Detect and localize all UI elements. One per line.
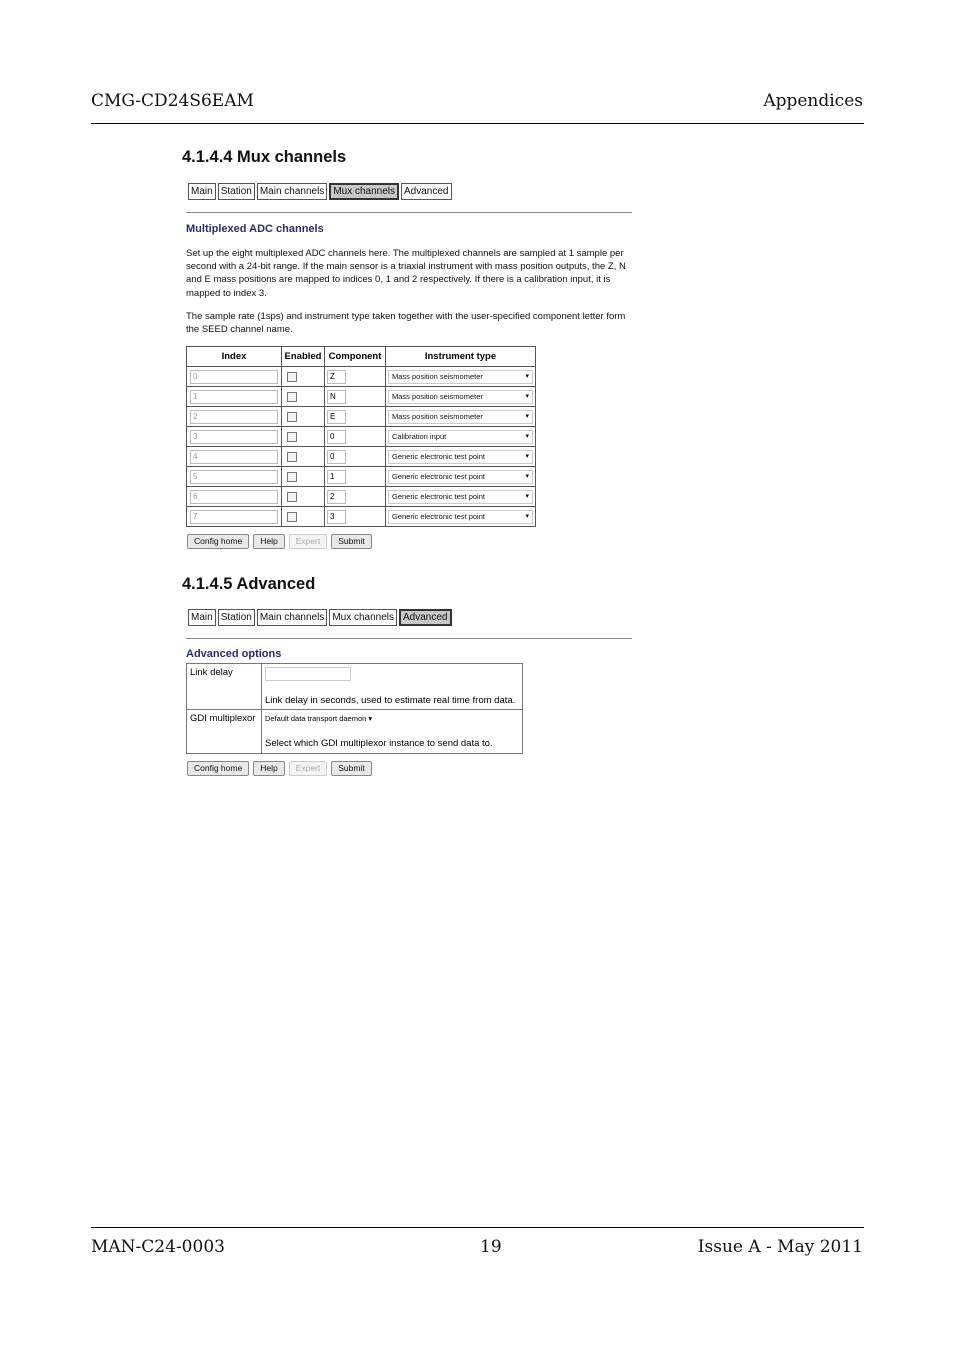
chevron-down-icon: ▾ [525,432,529,440]
component-cell [325,467,386,487]
component-input[interactable]: N [327,390,346,404]
tab-mux-channels[interactable]: Mux channels [329,183,399,200]
chevron-down-icon: ▾ [368,714,373,723]
instrument-type-select[interactable] [388,410,533,424]
advanced-subtitle: Advanced options [186,648,282,660]
instrument-type-value: Generic electronic test point [392,451,485,461]
chevron-down-icon: ▾ [525,452,529,460]
tab-main[interactable]: Main [188,183,216,200]
index-cell [187,447,282,467]
index-cell [187,507,282,527]
instrument-type-cell [386,487,536,507]
instrument-type-value: Generic electronic test point [392,471,485,481]
mux-description-2: The sample rate (1sps) and instrument type taken together with the user-specified component letter form the SEED channel name. [186,311,626,336]
component-input[interactable]: 2 [327,490,346,504]
table-row [187,387,536,407]
tab-advanced[interactable]: Advanced [399,609,451,626]
tab-advanced[interactable]: Advanced [401,183,451,200]
expert-button[interactable]: Expert [289,534,328,549]
instrument-type-select[interactable] [388,490,533,504]
table-row [187,367,536,387]
instrument-type-value: Mass position seismometer [392,391,483,401]
instrument-type-select[interactable] [388,390,533,404]
tab-main-channels[interactable]: Main channels [257,183,327,200]
enabled-checkbox[interactable] [287,392,297,402]
instrument-type-select[interactable] [388,470,533,484]
table-row [187,467,536,487]
enabled-checkbox[interactable] [287,492,297,502]
instrument-type-cell [386,467,536,487]
gdi-multiplexor-help: Select which GDI multiplexor instance to send data to. [265,738,493,749]
mux-description: Set up the eight multiplexed ADC channels here. The multiplexed channels are sampled at 1 sample per second with a 24-bit range. If the main sensor is a triaxial instrument with mass position outputs, the Z, N and E mass positions are mapped to indices 0, 1 and 2 respectively. If there is a calibration input, it is mapped to index 3. [186,248,626,299]
component-cell [325,407,386,427]
tab-station[interactable]: Station [218,183,255,200]
index-input[interactable]: 7 [190,510,278,524]
col-enabled: Enabled [282,347,325,367]
index-cell [187,487,282,507]
enabled-checkbox[interactable] [287,472,297,482]
help-button[interactable]: Help [253,761,284,776]
config-home-button[interactable]: Config home [187,534,249,549]
component-input[interactable]: E [327,410,346,424]
instrument-type-value: Mass position seismometer [392,371,483,381]
instrument-type-cell [386,427,536,447]
index-input[interactable]: 3 [190,430,278,444]
link-delay-input[interactable] [265,667,351,681]
instrument-type-value: Generic electronic test point [392,491,485,501]
doc-footer-left: MAN-C24-0003 [91,1237,225,1257]
component-cell [325,387,386,407]
mux-tab-bar [188,183,452,200]
enabled-cell [282,487,325,507]
component-input[interactable]: 3 [327,510,346,524]
mux-section-title: 4.1.4.4 Mux channels [182,148,347,166]
enabled-checkbox[interactable] [287,432,297,442]
component-cell [325,447,386,467]
instrument-type-cell [386,367,536,387]
index-input[interactable]: 5 [190,470,278,484]
enabled-cell [282,447,325,467]
instrument-type-select[interactable] [388,510,533,524]
help-button[interactable]: Help [253,534,284,549]
advanced-button-row [187,761,372,776]
index-input[interactable]: 1 [190,390,278,404]
instrument-type-value: Mass position seismometer [392,411,483,421]
index-input[interactable]: 0 [190,370,278,384]
mux-channels-table [186,346,536,527]
index-input[interactable]: 4 [190,450,278,464]
gdi-multiplexor-select[interactable] [265,714,372,723]
instrument-type-value: Generic electronic test point [392,511,485,521]
chevron-down-icon: ▾ [525,492,529,500]
enabled-checkbox[interactable] [287,412,297,422]
index-input[interactable]: 6 [190,490,278,504]
instrument-type-select[interactable] [388,430,533,444]
tab-main[interactable]: Main [188,609,216,626]
col-component: Component [325,347,386,367]
table-row [187,487,536,507]
advanced-tab-bar [188,609,452,626]
chevron-down-icon: ▾ [525,412,529,420]
doc-header-left: CMG-CD24S6EAM [91,91,254,111]
instrument-type-cell [386,387,536,407]
table-row [187,407,536,427]
index-cell [187,427,282,447]
gdi-multiplexor-value: Default data transport daemon [265,714,367,723]
gdi-multiplexor-label: GDI multiplexor [187,710,262,754]
component-input[interactable]: 1 [327,470,346,484]
enabled-cell [282,407,325,427]
component-cell [325,487,386,507]
col-instrument-type: Instrument type [386,347,536,367]
chevron-down-icon: ▾ [525,372,529,380]
component-input[interactable]: 0 [327,450,346,464]
col-index: Index [187,347,282,367]
config-home-button[interactable]: Config home [187,761,249,776]
enabled-cell [282,387,325,407]
submit-button[interactable]: Submit [331,761,371,776]
enabled-checkbox[interactable] [287,452,297,462]
mux-button-row [187,534,372,549]
expert-button[interactable]: Expert [289,761,328,776]
enabled-cell [282,367,325,387]
index-cell [187,467,282,487]
chevron-down-icon: ▾ [525,472,529,480]
link-delay-help: Link delay in seconds, used to estimate real time from data. [265,695,516,706]
mux-subtitle: Multiplexed ADC channels [186,223,324,235]
mux-divider [186,212,632,213]
instrument-type-cell [386,407,536,427]
index-input[interactable]: 2 [190,410,278,424]
instrument-type-cell [386,447,536,467]
table-row [187,447,536,467]
instrument-type-select[interactable] [388,450,533,464]
tab-station[interactable]: Station [218,609,255,626]
table-row [187,507,536,527]
enabled-cell [282,507,325,527]
doc-footer-right: Issue A - May 2011 [697,1237,863,1257]
table-row [187,427,536,447]
index-cell [187,387,282,407]
advanced-options-table [186,663,523,754]
advanced-divider [186,638,632,639]
component-cell [325,507,386,527]
enabled-cell [282,427,325,447]
index-cell [187,407,282,427]
index-cell [187,367,282,387]
tab-main-channels[interactable]: Main channels [257,609,327,626]
component-input[interactable]: 0 [327,430,346,444]
chevron-down-icon: ▾ [525,392,529,400]
submit-button[interactable]: Submit [331,534,371,549]
footer-rule [91,1227,864,1228]
instrument-type-cell [386,507,536,527]
enabled-cell [282,467,325,487]
component-cell [325,367,386,387]
enabled-checkbox[interactable] [287,512,297,522]
component-cell [325,427,386,447]
enabled-checkbox[interactable] [287,372,297,382]
link-delay-label: Link delay [187,664,262,710]
advanced-section-title: 4.1.4.5 Advanced [182,575,316,593]
instrument-type-select[interactable] [388,370,533,384]
page-number: 19 [480,1237,502,1257]
instrument-type-value: Calibration input [392,431,447,441]
tab-mux-channels[interactable]: Mux channels [329,609,397,626]
chevron-down-icon: ▾ [525,512,529,520]
doc-header-right: Appendices [763,91,863,111]
component-input[interactable]: Z [327,370,346,384]
header-rule [91,123,864,124]
